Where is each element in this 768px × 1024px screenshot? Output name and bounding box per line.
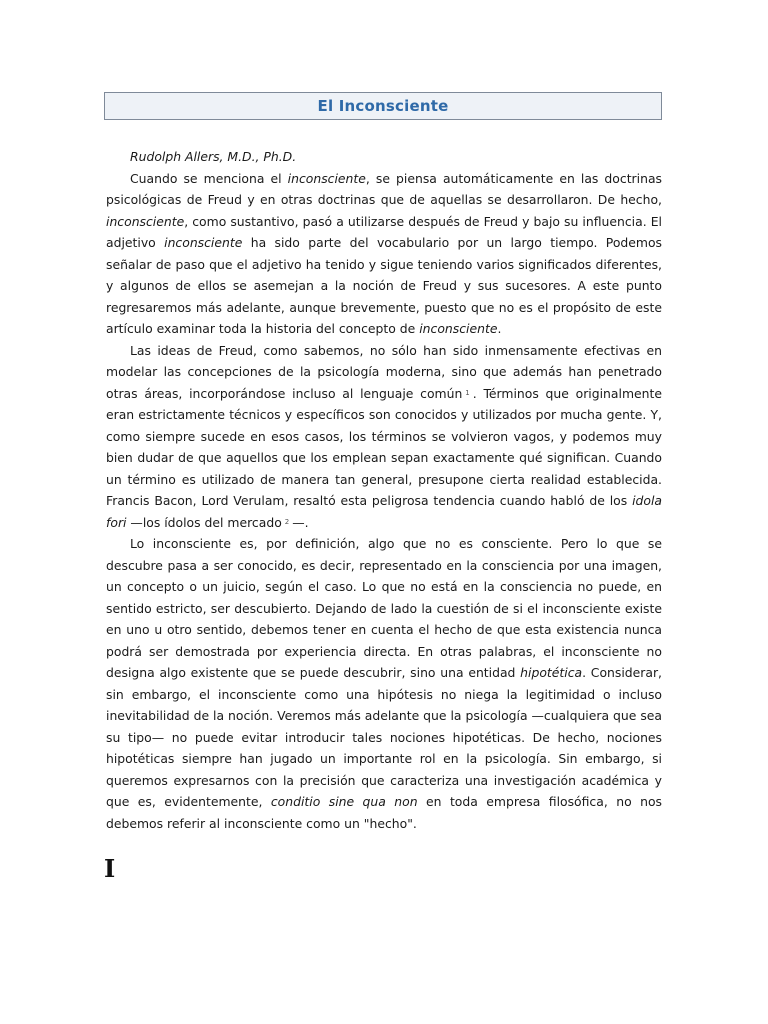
- p1-text-g: ha sido parte del vocabulario por un largo tiempo. Podemos señalar de paso que el adjetivo ha tenido y sigue teniendo varios significados diferentes, y algunos de ellos se asemejan a la noción de Freud y sus sucesores. A este punto regresaremos más adelante, aunque brevemente, puesto que no es el propósito de este artículo examinar toda la historia del concepto de: [106, 235, 662, 336]
- p1-text-a: Cuando se menciona el: [130, 170, 288, 186]
- section-heading: I: [104, 854, 116, 883]
- p3-text-a: Lo inconsciente es, por definición, algo que no es consciente. Pero lo que se descubre pasa a ser conocido, es decir, representado en la consciencia por una imagen, un concepto o un juicio, según el caso. Lo que no está en la consciencia no puede, en sentido estricto, ser descubierto. Dejando de lado la cuestión de si el inconsciente existe en uno u otro sentido, debemos tener en cuenta el hecho de que esta existencia nunca podrá ser demostrada por experiencia directa. En otras palabras, el inconsciente no designa algo existente que se puede descubrir, sino una entidad: [106, 536, 662, 680]
- p1-emphasis-f: inconsciente: [164, 235, 243, 250]
- footnote-ref-2[interactable]: 2: [284, 517, 290, 526]
- document-title: El Inconsciente: [317, 97, 449, 115]
- p1-text-i: .: [497, 321, 502, 336]
- p1-emphasis-h: inconsciente: [419, 321, 498, 336]
- p3-text-e: en toda empresa filosófica, no nos debemos referir al inconsciente como un "hecho".: [106, 794, 662, 831]
- p3-emphasis-b: hipotética: [520, 665, 583, 680]
- p2-emphasis-c: idola fori: [106, 493, 662, 530]
- p1-emphasis-b: inconsciente: [287, 170, 366, 186]
- p2-text-a: Las ideas de Freud, como sabemos, no sólo han sido inmensamente efectivas en modelar las concepciones de la psicología moderna, sino que además han penetrado otras áreas, incorporándose incluso al lenguaje común: [106, 342, 662, 401]
- paragraph-1: [106, 168, 662, 340]
- footnote-ref-1[interactable]: 1: [465, 388, 470, 397]
- p3-text-c: . Considerar, sin embargo, el inconsciente como una hipótesis no niega la legitimidad o incluso inevitabilidad de la noción. Veremos más adelante que la psicología —cualquiera que sea su tipo— no puede evitar introducir tales nociones hipotéticas. De hecho, nociones hipotéticas siempre han jugado un importante rol en la psicología. Sin embargo, si queremos expresarnos con la precisión que caracteriza una investigación académica y que es, evidentemente,: [106, 665, 662, 809]
- p1-emphasis-d: inconsciente: [106, 213, 185, 229]
- article-body: [106, 146, 662, 834]
- p1-text-e: , como sustantivo, pasó a utilizarse después de Freud y bajo su influencia. El adjetivo: [106, 213, 662, 250]
- paragraph-2: [106, 340, 662, 534]
- title-box: [104, 92, 662, 120]
- p2-text-e: —.: [292, 514, 309, 530]
- p2-text-b: . Términos que originalmente eran estrictamente técnicos y específicos son conocidos y utilizados por mucha gente. Y, como siempre sucede en esos casos, los términos se volvieron vagos, y podemos muy bien dudar de que aquellos que los emplean sepan exactamente qué significan. Cuando un término es utilizado de manera tan general, presupone cierta realidad establecida. Francis Bacon, Lord Verulam, resaltó esta peligrosa tendencia cuando habló de los: [106, 385, 662, 508]
- paragraph-3: [106, 533, 662, 834]
- p2-text-d: —los ídolos del mercado: [126, 514, 282, 530]
- p1-text-c: , se piensa automáticamente en las doctrinas psicológicas de Freud y en otras doctrinas que de aquellas se desarrollaron. De hecho,: [106, 170, 662, 207]
- p3-emphasis-d: conditio sine qua non: [270, 794, 418, 809]
- author-line: Rudolph Allers, M.D., Ph.D.: [130, 149, 297, 164]
